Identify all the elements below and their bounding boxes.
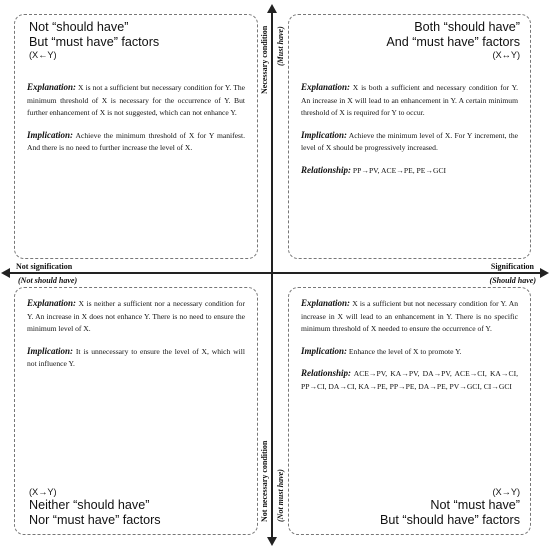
vertical-axis <box>271 10 273 538</box>
quadrant-title: Not “should have” But “must have” factors (X←Y) <box>29 20 160 60</box>
implication-paragraph: Implication: Achieve the minimum threshold of X for Y manifest. And there is no need to further increase the level of X. <box>27 129 245 152</box>
quadrant-bottom-right <box>288 287 531 535</box>
explanation-paragraph: Explanation: X is not a sufficient but necessary condition for Y. The minimum threshold of X is necessary for the occurrence of Y. But further enhancement of X is not suggested, which can not enhance Y. <box>27 82 245 117</box>
relation-label: (X→Y) <box>492 487 520 497</box>
quadrant-top-left <box>14 14 258 259</box>
axis-label-bottom: Not necessary condition <box>260 440 269 522</box>
axis-sublabel-right: (Should have) <box>489 276 536 285</box>
arrow-up-icon <box>267 4 277 13</box>
quadrant-body <box>27 81 245 164</box>
explanation-paragraph: Explanation: X is neither a sufficient nor a necessary condition for Y. An increase in X does not enhance Y. There is no need to ensure the minimum level of X. <box>27 298 245 333</box>
implication-paragraph: Implication: Achieve the minimum level of X. For Y increment, the level of X should be progressively increased. <box>301 129 518 152</box>
quadrant-body <box>27 297 245 380</box>
axis-sublabel-bottom: (Not must have) <box>276 469 285 522</box>
axis-label-right: Signification <box>490 262 534 271</box>
axis-label-left: Not signification <box>16 262 73 271</box>
relation-label: (X↔Y) <box>492 50 520 60</box>
relation-label: (X←Y) <box>29 50 57 60</box>
horizontal-axis <box>9 272 541 274</box>
relationship-paragraph: Relationship: ACE→PV, KA→PV, DA→PV, ACE→CI, KA→CI, PP→CI, DA→CI, KA→PE, PP→PE, DA→PE, PV→GCI, CI→GCI <box>301 368 518 391</box>
quadrant-title: (X→Y) Not “must have” But “should have” factors <box>379 487 520 527</box>
relationship-paragraph: Relationship: PP→PV, ACE→PE, PE→GCI <box>301 164 447 175</box>
axis-sublabel-left: (Not should have) <box>18 276 78 285</box>
quadrant-title: Both “should have” And “must have” factors (X↔Y) <box>386 20 520 60</box>
axis-sublabel-top: (Must have) <box>276 26 285 66</box>
quadrant-title: (X→Y) Neither “should have” Nor “must have” factors <box>29 487 161 527</box>
quadrant-bottom-left <box>14 287 258 535</box>
arrow-right-icon <box>540 268 549 278</box>
axis-label-top: Necessary condition <box>260 25 269 94</box>
implication-paragraph: Implication: Enhance the level of X to promote Y. <box>301 345 462 356</box>
explanation-paragraph: Explanation: X is a sufficient but not necessary condition for Y. An increase in X will lead to an enhancement in Y. There is no specific minimum threshold of X needed to ensure the occurrence of Y. <box>301 298 518 333</box>
implication-paragraph: Implication: It is unnecessary to ensure the level of X, which will not influence Y. <box>27 345 245 368</box>
arrow-left-icon <box>1 268 10 278</box>
quadrant-body <box>301 81 518 186</box>
explanation-paragraph: Explanation: X is both a sufficient and necessary condition for Y. An increase in X will lead to an enhancement in Y. A certain minimum threshold of X is required for Y to occur. <box>301 82 518 117</box>
arrow-down-icon <box>267 537 277 546</box>
quadrant-body <box>301 297 518 402</box>
relation-label: (X→Y) <box>29 487 57 497</box>
quadrant-top-right <box>288 14 531 259</box>
